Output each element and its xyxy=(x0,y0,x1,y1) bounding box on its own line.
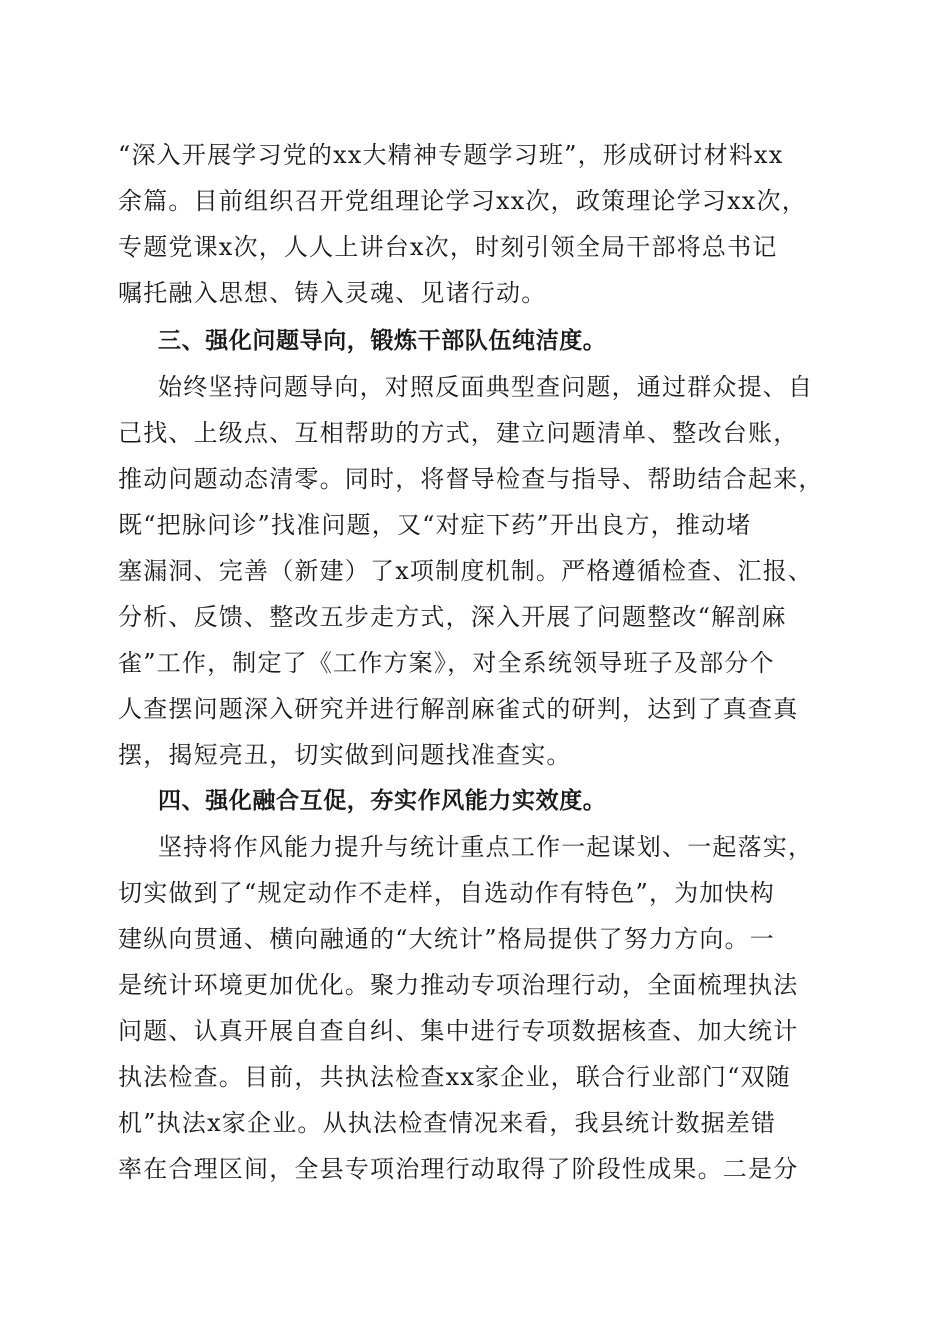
text-line: 机”执法x家企业。从执法检查情况来看，我县统计数据差错 xyxy=(118,1109,777,1137)
text-line: 塞漏洞、完善（新建）了x项制度机制。严格遵循检查、汇报、 xyxy=(118,557,814,585)
text-line: 摆，揭短亮丑，切实做到问题找准查实。 xyxy=(118,741,572,769)
text-line: 人查摆问题深入研究并进行解剖麻雀式的研判，达到了真查真 xyxy=(118,695,799,723)
text-line: 问题、认真开展自查自纠、集中进行专项数据核查、加大统计 xyxy=(118,1017,799,1045)
text-line: 余篇。目前组织召开党组理论学习xx次，政策理论学习xx次， xyxy=(118,187,807,215)
section-heading-3: 三、强化问题导向，锻炼干部队伍纯洁度。 xyxy=(158,328,607,354)
text-line: 执法检查。目前，共执法检查xx家企业，联合行业部门“双随 xyxy=(118,1063,791,1091)
text-line: 雀”工作，制定了《工作方案》，对全系统领导班子及部分个 xyxy=(118,649,775,677)
paragraph-first-line: 始终坚持问题导向，对照反面典型查问题，通过群众提、自 xyxy=(158,373,814,401)
text-line: 既“把脉问诊”找准问题，又“对症下药”开出良方，推动堵 xyxy=(118,511,752,539)
text-line: 切实做到了“规定动作不走样，自选动作有特色”，为加快构 xyxy=(118,879,775,907)
text-line: 己找、上级点、互相帮助的方式，建立问题清单、整改台账， xyxy=(118,419,799,447)
text-line: “深入开展学习党的xx大精神专题学习班”，形成研讨材料xx xyxy=(118,141,784,169)
paragraph-first-line: 坚持将作风能力提升与统计重点工作一起谋划、一起落实， xyxy=(158,833,814,861)
text-line: 建纵向贯通、横向融通的“大统计”格局提供了努力方向。一 xyxy=(118,925,775,953)
section-heading-4: 四、强化融合互促，夯实作风能力实效度。 xyxy=(158,788,607,814)
text-line: 是统计环境更加优化。聚力推动专项治理行动，全面梳理执法 xyxy=(118,971,799,999)
text-line: 率在合理区间，全县专项治理行动取得了阶段性成果。二是分 xyxy=(118,1155,799,1183)
text-line: 分析、反馈、整改五步走方式，深入开展了问题整改“解剖麻 xyxy=(118,603,787,631)
text-line: 专题党课x次，人人上讲台x次，时刻引领全局干部将总书记 xyxy=(118,233,778,261)
text-line: 嘱托融入思想、铸入灵魂、见诸行动。 xyxy=(118,279,547,307)
text-line: 推动问题动态清零。同时，将督导检查与指导、帮助结合起来， xyxy=(118,465,824,493)
